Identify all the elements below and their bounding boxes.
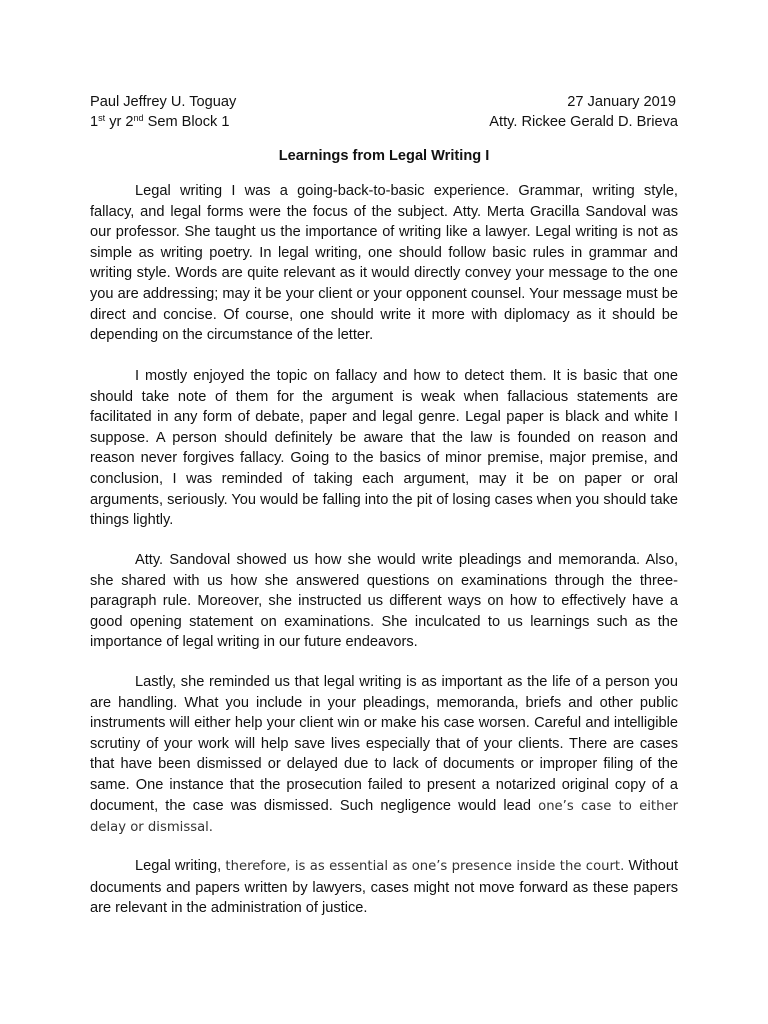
sem-suffix: nd [133, 113, 144, 123]
author-name: Paul Jeffrey U. Toguay [90, 94, 237, 110]
year-number: 1 [90, 114, 99, 130]
paragraph-4-tail: one’s case to either delay or dismissal. [90, 798, 679, 836]
sem-text: Sem Block 1 [143, 114, 230, 130]
paragraph-2: I mostly enjoyed the topic on fallacy and how to detect them. It is basic that one should take note of them for the argument is weak when fallacious statements are facilitated in any form of debate, paper and legal genre. Legal paper is black and white I suppose. A person should definitely be aware that the law is founded on reason and reason never forgives fallacy. Going to the basics of minor premise, major premise, and conclusion, I was reminded of taking each argument, may it be on paper or oral arguments, seriously. You would be falling into the pit of losing cases when you should take things lightly. [90, 368, 678, 529]
year-semester-block [90, 112, 230, 132]
paragraph-1: Legal writing I was a going-back-to-basic experience. Grammar, writing style, fallacy, and legal forms were the focus of the subject. Atty. Merta Gracilla Sandoval was our professor. She taught us the importance of writing like a lawyer. Legal writing is not as simple as writing poetry. In legal writing, one should follow basic rules in grammar and writing style. Words are quite relevant as it would directly convey your message to the one you are addressing; may it be your client or your opponent counsel. Your message must be direct and concise. Of course, one should write it more with diplomacy as it should be depending on the circumstance of the letter. [90, 183, 678, 344]
paragraph-4 [90, 672, 678, 839]
document-date: 27 January 2019 [567, 94, 676, 110]
paragraph-5-mid: therefore, is as essential as one’s presence inside the court. [225, 859, 625, 874]
year-text: yr 2 [105, 114, 134, 130]
paragraph-5-head: Legal writing, [135, 858, 226, 874]
paragraph-5 [90, 856, 678, 919]
paragraph-5-tail: Without documents and papers written by lawyers, cases might not move forward as these papers are relevant in the administration of justice. [90, 858, 678, 917]
year-suffix: st [98, 113, 106, 123]
paragraph-3: Atty. Sandoval showed us how she would write pleadings and memoranda. Also, she shared with us how she answered questions on examinations through the three-paragraph rule. Moreover, she instructed us different ways on how to effectively have a good opening statement on examinations. She inculcated to us learnings such as the importance of legal writing in our future endeavors. [90, 552, 678, 651]
paragraph-4-main: Lastly, she reminded us that legal writing is as important as the life of a person you are handling. What you include in your pleadings, memoranda, briefs and other public instruments will either help your client win or make his case worsen. Careful and intelligible scrutiny of your work will help save lives especially that of your clients. There are cases that have been dismissed or delayed due to lack of documents or improper filing of the same. One instance that the prosecution failed to present a notarized original copy of a document, the case was dismissed. Such negligence would lead [90, 674, 678, 814]
document-title: Learnings from Legal Writing I [278, 148, 490, 164]
instructor-name: Atty. Rickee Gerald D. Brieva [489, 114, 678, 130]
